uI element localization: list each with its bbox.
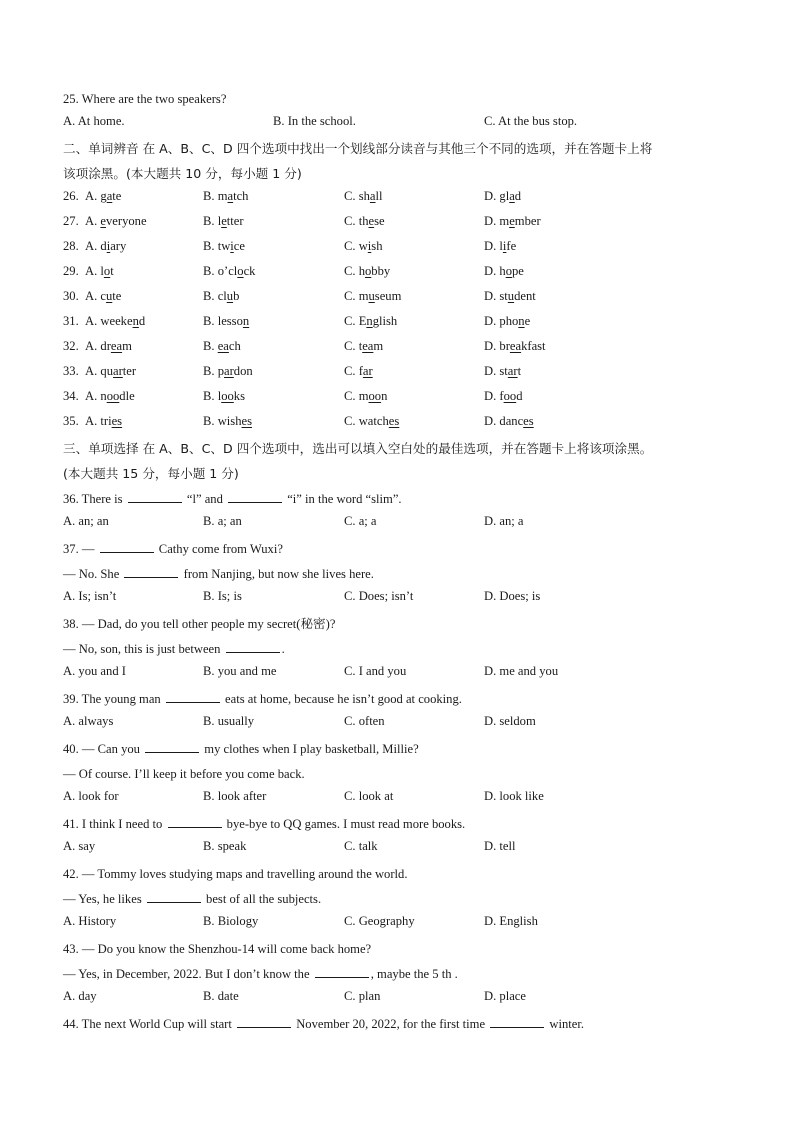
word-segment: B. tw bbox=[203, 239, 231, 253]
q37-l1-pre: 37. — bbox=[63, 542, 95, 556]
word-segment: B. cl bbox=[203, 289, 227, 303]
word-segment: A. tri bbox=[85, 414, 112, 428]
word-segment: tch bbox=[233, 189, 249, 203]
q39-pre: 39. The young man bbox=[63, 692, 161, 706]
word-segment: dle bbox=[119, 389, 135, 403]
q43-option-a: A. day bbox=[63, 989, 97, 1003]
q40-l1-post: my clothes when I play basketball, Millie? bbox=[204, 742, 419, 756]
q36-option-b: B. a; an bbox=[203, 514, 242, 528]
word-segment: sh bbox=[371, 239, 383, 253]
q36-option-a: A. an; an bbox=[63, 514, 109, 528]
underlined-segment: o bbox=[505, 264, 512, 278]
q38-line1: 38. — Dad, do you tell other people my secret(秘密)? bbox=[63, 617, 336, 631]
word-segment: C. t bbox=[344, 339, 363, 353]
q41-option-c: C. talk bbox=[344, 839, 378, 853]
underlined-segment: ea bbox=[509, 339, 522, 353]
word-segment: A. weeke bbox=[85, 314, 133, 328]
word-segment: B. l bbox=[203, 214, 222, 228]
word-segment: A. g bbox=[85, 189, 107, 203]
underlined-segment: u bbox=[105, 289, 113, 303]
word-segment: d bbox=[514, 189, 522, 203]
q41-pre: 41. I think I need to bbox=[63, 817, 163, 831]
q43-line1: 43. — Do you know the Shenzhou-14 will come back home? bbox=[63, 942, 372, 956]
word-segment: A. n bbox=[85, 389, 107, 403]
word-segment: B. lesso bbox=[203, 314, 243, 328]
section2-row-number: 26. bbox=[63, 189, 79, 203]
q37-line2 bbox=[63, 564, 374, 584]
word-segment: mber bbox=[514, 214, 541, 228]
q36-mid1: “l” and bbox=[186, 492, 223, 506]
word-segment: C. th bbox=[344, 214, 369, 228]
section2-option-c bbox=[344, 339, 383, 354]
section2-option-b bbox=[203, 214, 244, 229]
q42-option-a: A. History bbox=[63, 914, 117, 928]
q42-l2-pre: — Yes, he likes bbox=[63, 892, 142, 906]
underlined-segment: oo bbox=[106, 389, 120, 403]
word-segment: fe bbox=[506, 239, 517, 253]
section2-option-a bbox=[85, 314, 145, 329]
section2-option-d bbox=[484, 289, 536, 304]
word-segment: te bbox=[112, 189, 122, 203]
section2-option-c bbox=[344, 414, 399, 429]
q41-option-d: D. tell bbox=[484, 839, 516, 853]
underlined-segment: ea bbox=[217, 339, 229, 353]
section2-row-number: 31. bbox=[63, 314, 79, 328]
word-segment: don bbox=[233, 364, 253, 378]
underlined-segment: a bbox=[227, 189, 234, 203]
word-segment: C. E bbox=[344, 314, 367, 328]
q39-option-a: A. always bbox=[63, 714, 114, 728]
section2-row-number: 28. bbox=[63, 239, 79, 253]
section2-option-d bbox=[484, 264, 524, 279]
section2-option-b bbox=[203, 389, 245, 404]
section2-option-d bbox=[484, 239, 516, 254]
word-segment: glish bbox=[372, 314, 398, 328]
word-segment: dent bbox=[514, 289, 536, 303]
q41-post: bye-bye to QQ games. I must read more books. bbox=[226, 817, 466, 831]
word-segment: bby bbox=[371, 264, 391, 278]
q37-option-c: C. Does; isn’t bbox=[344, 589, 414, 603]
word-segment: D. st bbox=[484, 289, 508, 303]
section2-option-c bbox=[344, 189, 383, 204]
q38-option-a: A. you and I bbox=[63, 664, 126, 678]
underlined-segment: u bbox=[368, 289, 375, 303]
word-segment: A. c bbox=[85, 289, 106, 303]
underlined-segment: e bbox=[221, 214, 227, 228]
q43-l2-pre: — Yes, in December, 2022. But I don’t know the bbox=[63, 967, 310, 981]
q38-l2-pre: — No, son, this is just between bbox=[63, 642, 221, 656]
word-segment: b bbox=[233, 289, 240, 303]
word-segment: veryone bbox=[106, 214, 147, 228]
word-segment: te bbox=[112, 289, 122, 303]
underlined-segment: o bbox=[365, 264, 372, 278]
q43-option-d: D. place bbox=[484, 989, 526, 1003]
word-segment: B. bbox=[203, 339, 218, 353]
word-segment: D. st bbox=[484, 364, 508, 378]
q44-blank-1 bbox=[237, 1015, 291, 1028]
underlined-segment: e bbox=[368, 214, 375, 228]
q37-l1-post: Cathy come from Wuxi? bbox=[158, 542, 283, 556]
q44-blank-2 bbox=[490, 1015, 544, 1028]
q41-option-a: A. say bbox=[63, 839, 96, 853]
underlined-segment: oo bbox=[503, 389, 517, 403]
q38-option-b: B. you and me bbox=[203, 664, 277, 678]
section2-option-b bbox=[203, 264, 255, 279]
word-segment: A. bbox=[85, 214, 101, 228]
underlined-segment: e bbox=[509, 214, 515, 228]
section2-option-a bbox=[85, 189, 121, 204]
underlined-segment: es bbox=[388, 414, 400, 428]
word-segment: A. dr bbox=[85, 339, 111, 353]
q44-mid: November 20, 2022, for the first time bbox=[296, 1017, 486, 1031]
q39-option-b: B. usually bbox=[203, 714, 255, 728]
word-segment: C. m bbox=[344, 389, 369, 403]
underlined-segment: n bbox=[366, 314, 373, 328]
section2-option-b bbox=[203, 339, 241, 354]
word-segment: C. m bbox=[344, 289, 369, 303]
word-segment: B. m bbox=[203, 189, 228, 203]
q42-line2 bbox=[63, 889, 321, 909]
word-segment: ll bbox=[375, 189, 383, 203]
q39-blank bbox=[166, 690, 220, 703]
section2-option-a bbox=[85, 339, 132, 354]
section2-row-number: 33. bbox=[63, 364, 79, 378]
q44-post: winter. bbox=[549, 1017, 585, 1031]
q40-blank bbox=[145, 740, 199, 753]
section2-option-b bbox=[203, 289, 239, 304]
word-segment: ce bbox=[233, 239, 245, 253]
underlined-segment: a bbox=[509, 189, 515, 203]
underlined-segment: oo bbox=[221, 389, 234, 403]
underlined-segment: u bbox=[507, 289, 515, 303]
section2-option-c bbox=[344, 289, 401, 304]
section2-row-number: 35. bbox=[63, 414, 79, 428]
q40-option-d: D. look like bbox=[484, 789, 544, 803]
q40-line2: — Of course. I’ll keep it before you come back. bbox=[63, 767, 305, 781]
word-segment: A. qu bbox=[85, 364, 113, 378]
section2-option-c bbox=[344, 389, 387, 404]
section2-row-number: 32. bbox=[63, 339, 79, 353]
q43-l2-post: , maybe the 5 th . bbox=[370, 967, 458, 981]
q25-option-b: B. In the school. bbox=[273, 114, 356, 128]
word-segment: D. danc bbox=[484, 414, 524, 428]
q42-option-c: C. Geography bbox=[344, 914, 415, 928]
q43-option-c: C. plan bbox=[344, 989, 381, 1003]
underlined-segment: n bbox=[242, 314, 250, 328]
q38-option-c: C. I and you bbox=[344, 664, 407, 678]
underlined-segment: ar bbox=[362, 364, 373, 378]
section3-header-line1: 三、单项选择 在 A、B、C、D 四个选项中，选出可以填入空白处的最佳选项，并在答题卡上将该项涂黑。 bbox=[63, 441, 653, 456]
word-segment: A. d bbox=[85, 239, 107, 253]
underlined-segment: a bbox=[369, 189, 376, 203]
q43-option-b: B. date bbox=[203, 989, 239, 1003]
section2-row-number: 34. bbox=[63, 389, 79, 403]
section3-header-line2: (本大题共 15 分，每小题 1 分) bbox=[63, 466, 239, 481]
q36-blank-1 bbox=[128, 490, 182, 503]
q41-option-b: B. speak bbox=[203, 839, 247, 853]
underlined-segment: es bbox=[111, 414, 123, 428]
underlined-segment: ea bbox=[362, 339, 374, 353]
q37-option-d: D. Does; is bbox=[484, 589, 541, 603]
word-segment: B. wish bbox=[203, 414, 242, 428]
word-segment: ary bbox=[110, 239, 127, 253]
word-segment: B. o’cl bbox=[203, 264, 238, 278]
section2-option-b bbox=[203, 239, 245, 254]
section2-row-number: 29. bbox=[63, 264, 79, 278]
q42-option-d: D. English bbox=[484, 914, 538, 928]
q36-blank-2 bbox=[228, 490, 282, 503]
word-segment: seum bbox=[374, 289, 402, 303]
q25-stem: 25. Where are the two speakers? bbox=[63, 92, 227, 106]
q41-stem bbox=[63, 814, 465, 834]
section2-option-a bbox=[85, 414, 122, 429]
word-segment: D. f bbox=[484, 389, 504, 403]
word-segment: D. gl bbox=[484, 189, 510, 203]
word-segment: se bbox=[374, 214, 385, 228]
q40-option-a: A. look for bbox=[63, 789, 119, 803]
q37-line1 bbox=[63, 539, 283, 559]
word-segment: d bbox=[138, 314, 146, 328]
underlined-segment: ar bbox=[507, 364, 518, 378]
word-segment: kfast bbox=[521, 339, 546, 353]
section2-header-line2: 该项涂黑。(本大题共 10 分，每小题 1 分) bbox=[63, 166, 302, 181]
underlined-segment: u bbox=[226, 289, 234, 303]
section2-header-line1: 二、单词辨音 在 A、B、C、D 四个选项中找出一个划线部分读音与其他三个不同的选项，并在答题卡上将 bbox=[63, 141, 653, 156]
q36-option-d: D. an; a bbox=[484, 514, 524, 528]
word-segment: d bbox=[516, 389, 523, 403]
word-segment: D. pho bbox=[484, 314, 519, 328]
section2-option-d bbox=[484, 314, 530, 329]
underlined-segment: es bbox=[523, 414, 534, 428]
section2-option-c bbox=[344, 364, 373, 379]
underlined-segment: n bbox=[132, 314, 139, 328]
underlined-segment: ea bbox=[110, 339, 123, 353]
word-segment: t bbox=[110, 264, 114, 278]
q38-option-d: D. me and you bbox=[484, 664, 559, 678]
q42-l2-post: best of all the subjects. bbox=[206, 892, 322, 906]
q39-option-c: C. often bbox=[344, 714, 385, 728]
section2-option-d bbox=[484, 214, 541, 229]
q44-pre: 44. The next World Cup will start bbox=[63, 1017, 232, 1031]
q37-option-a: A. Is; isn’t bbox=[63, 589, 117, 603]
word-segment: D. br bbox=[484, 339, 510, 353]
q44-stem bbox=[63, 1014, 584, 1034]
section2-option-b bbox=[203, 364, 253, 379]
section2-option-a bbox=[85, 289, 121, 304]
section2-option-a bbox=[85, 264, 114, 279]
word-segment: ks bbox=[233, 389, 245, 403]
word-segment: m bbox=[373, 339, 384, 353]
q42-blank bbox=[147, 890, 201, 903]
q38-blank bbox=[226, 640, 280, 653]
underlined-segment: o bbox=[237, 264, 244, 278]
q43-line2 bbox=[63, 964, 458, 984]
q42-option-b: B. Biology bbox=[203, 914, 259, 928]
q40-line1 bbox=[63, 739, 419, 759]
word-segment: A. l bbox=[85, 264, 104, 278]
q36-option-c: C. a; a bbox=[344, 514, 377, 528]
q40-option-c: C. look at bbox=[344, 789, 394, 803]
section2-row-number: 27. bbox=[63, 214, 79, 228]
word-segment: pe bbox=[512, 264, 524, 278]
q37-l2-pre: — No. She bbox=[63, 567, 120, 581]
section2-row-number: 30. bbox=[63, 289, 79, 303]
underlined-segment: oo bbox=[368, 389, 382, 403]
q39-post: eats at home, because he isn’t good at cooking. bbox=[225, 692, 462, 706]
word-segment: n bbox=[381, 389, 388, 403]
word-segment: C. sh bbox=[344, 189, 370, 203]
word-segment: ck bbox=[243, 264, 256, 278]
section2-option-b bbox=[203, 314, 249, 329]
section2-option-a bbox=[85, 239, 126, 254]
section2-option-d bbox=[484, 364, 521, 379]
section2-option-a bbox=[85, 389, 135, 404]
section2-option-c bbox=[344, 239, 383, 254]
q36-pre: 36. There is bbox=[63, 492, 123, 506]
word-segment: C. watch bbox=[344, 414, 389, 428]
q42-line1: 42. — Tommy loves studying maps and travelling around the world. bbox=[63, 867, 408, 881]
word-segment: D. h bbox=[484, 264, 506, 278]
section2-option-c bbox=[344, 314, 397, 329]
q38-line2 bbox=[63, 639, 285, 659]
section2-option-a bbox=[85, 214, 147, 229]
underlined-segment: es bbox=[241, 414, 252, 428]
underlined-segment: i bbox=[502, 239, 507, 253]
q25-option-c: C. At the bus stop. bbox=[484, 114, 578, 128]
q37-blank-1 bbox=[100, 540, 154, 553]
q40-option-b: B. look after bbox=[203, 789, 267, 803]
word-segment: e bbox=[524, 314, 531, 328]
section2-option-b bbox=[203, 414, 252, 429]
word-segment: tter bbox=[226, 214, 244, 228]
q39-option-d: D. seldom bbox=[484, 714, 536, 728]
underlined-segment: ar bbox=[113, 364, 123, 378]
section2-option-d bbox=[484, 339, 546, 354]
q36-mid2: “i” in the word “slim”. bbox=[287, 492, 402, 506]
underlined-segment: o bbox=[103, 264, 111, 278]
underlined-segment: a bbox=[106, 189, 113, 203]
word-segment: ch bbox=[228, 339, 241, 353]
word-segment: D. m bbox=[484, 214, 510, 228]
word-segment: B. p bbox=[203, 364, 224, 378]
section2-option-c bbox=[344, 264, 390, 279]
underlined-segment: i bbox=[106, 239, 111, 253]
word-segment: D. l bbox=[484, 239, 503, 253]
q41-blank bbox=[168, 815, 222, 828]
q40-l1-pre: 40. — Can you bbox=[63, 742, 140, 756]
q37-blank-2 bbox=[124, 565, 178, 578]
underlined-segment: e bbox=[100, 214, 106, 228]
section2-option-b bbox=[203, 189, 248, 204]
word-segment: C. f bbox=[344, 364, 363, 378]
q43-blank bbox=[315, 965, 369, 978]
underlined-segment: ar bbox=[224, 364, 234, 378]
q38-l2-post: . bbox=[281, 642, 285, 656]
word-segment: B. l bbox=[203, 389, 222, 403]
underlined-segment: i bbox=[230, 239, 234, 253]
section2-option-c bbox=[344, 214, 385, 229]
word-segment: C. h bbox=[344, 264, 365, 278]
word-segment: ter bbox=[122, 364, 137, 378]
word-segment: m bbox=[122, 339, 132, 353]
word-segment: t bbox=[517, 364, 522, 378]
underlined-segment: i bbox=[367, 239, 372, 253]
q39-stem bbox=[63, 689, 462, 709]
underlined-segment: n bbox=[518, 314, 525, 328]
q25-option-a: A. At home. bbox=[63, 114, 125, 128]
q37-l2-post: from Nanjing, but now she lives here. bbox=[183, 567, 374, 581]
section2-option-a bbox=[85, 364, 136, 379]
word-segment: C. w bbox=[344, 239, 368, 253]
section2-option-d bbox=[484, 414, 534, 429]
q37-option-b: B. Is; is bbox=[203, 589, 242, 603]
section2-option-d bbox=[484, 189, 521, 204]
section2-option-d bbox=[484, 389, 522, 404]
q36-stem bbox=[63, 489, 402, 509]
